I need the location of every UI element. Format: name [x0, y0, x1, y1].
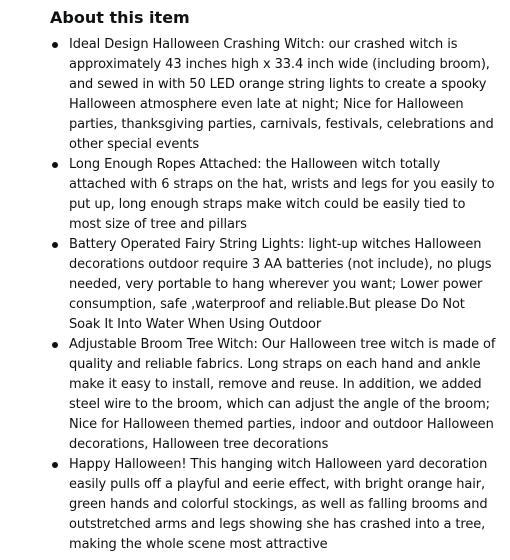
- bullet-dot-icon: [52, 462, 58, 468]
- feature-bullet-text: Adjustable Broom Tree Witch: Our Halloween tree witch is made of quality and reliable fabrics. Long straps on each hand and ankle make it easy to install, remove and reuse. In addition, we added steel wire to the broom, which can adjust the angle of the broom; Nice for Halloween themed parties, indoor and outdoor Halloween decorations, Halloween tree decorations: [69, 337, 496, 452]
- bullet-dot-icon: [52, 242, 58, 248]
- feature-bullet-text: Long Enough Ropes Attached: the Halloween witch totally attached with 6 straps on the hat, wrists and legs for you easily to put up, long enough straps make witch could be easily tied to most size of tree and pillars: [69, 157, 495, 232]
- bullet-dot-icon: [52, 162, 58, 168]
- feature-bullet-text: Ideal Design Halloween Crashing Witch: our crashed witch is approximately 43 inches high x 33.4 inch wide (including broom), and sewed in with 50 LED orange string lights to create a spooky Halloween atmosphere even late at night; Nice for Halloween parties, thanksgiving parties, carnivals, festivals, celebrations and other special events: [69, 37, 494, 152]
- feature-bullet: [50, 155, 496, 235]
- bullet-dot-icon: [52, 342, 58, 348]
- feature-bullet-list: [50, 35, 496, 555]
- feature-bullet-text: Happy Halloween! This hanging witch Halloween yard decoration easily pulls off a playful and eerie effect, with bright orange hair, green hands and colorful stockings, as well as falling brooms and outstretched arms and legs showing she has crashed into a tree, making the whole scene most attractive: [69, 457, 488, 552]
- section-title: About this item: [50, 8, 190, 27]
- feature-bullet: [50, 335, 496, 455]
- feature-bullet-text: Battery Operated Fairy String Lights: light-up witches Halloween decorations outdoor require 3 AA batteries (not include), no plugs needed, very portable to hang wherever you want; Lower power consumption, safe ,waterproof and reliable.But please Do Not Soak It Into Water When Using Outdoor: [69, 237, 492, 332]
- feature-bullet: [50, 235, 496, 335]
- bullet-dot-icon: [52, 42, 58, 48]
- feature-bullet: [50, 455, 496, 555]
- feature-bullet: [50, 35, 496, 155]
